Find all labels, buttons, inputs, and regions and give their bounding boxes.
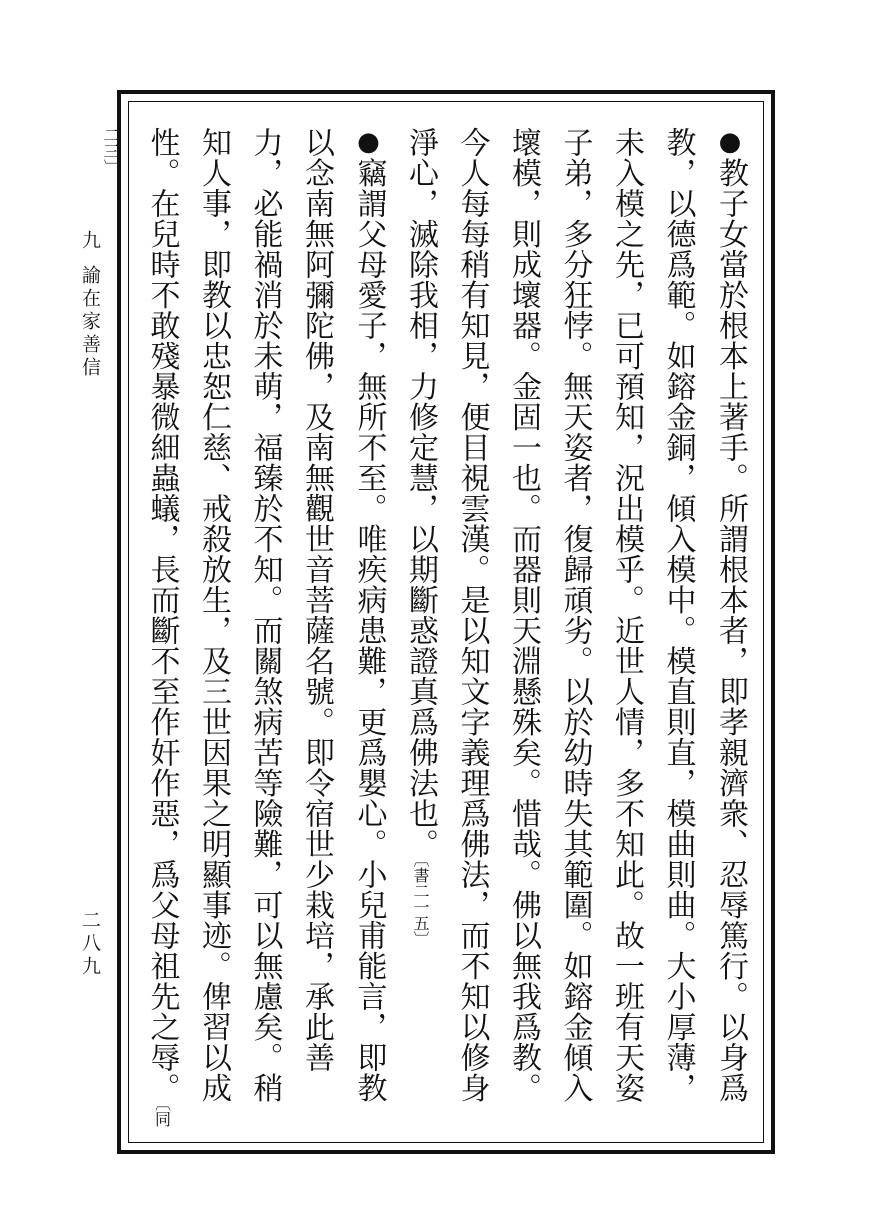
citation-note: 〔書二一五〕 bbox=[411, 859, 430, 947]
chapter-title: 諭在家善信 bbox=[79, 265, 101, 380]
chapter-number: 九 bbox=[79, 230, 101, 253]
paragraph-text: 竊謂父母愛子，無所不至。唯疾病患難，更爲嬰心。小兒甫能言，即教以念南無阿彌陀佛，及南無觀世音菩薩名號。即令宿世少栽培，承此善力，必能禍消於未萌，福臻於不知。而關煞病苦等險難，可以無慮矣。稍知人事，即教以忠恕仁慈、戒殺放生，及三世因果之明顯事迹。俾習以成性。在兒時不敢殘暴微細蟲蟻，長而斷不至作奸作惡，爲父母祖先之辱。 bbox=[144, 127, 387, 1103]
bullet-mark: ● bbox=[353, 127, 384, 158]
citation-note: 〔同二三〕 bbox=[101, 127, 172, 1127]
page-number: 二八九 bbox=[79, 910, 101, 979]
paragraph-text: 教子女當於根本上著手。所謂根本者，即孝親濟衆、忍辱篤行。以身爲教，以德爲範。如鎔金銅，傾入模中。模直則直，模曲則曲。大小厚薄，未入模之先，已可預知，況出模乎。近世人情，多不知此。故一班有天姿子弟，多分狂悖。無天姿者，復歸頑劣。以於幼時失其範圍。如鎔金傾入壞模，則成壞器。金固一也。而器則天淵懸殊矣。惜哉。佛以無我爲教。今人每每稍有知見，便目視雲漢。是以知文字義理爲佛法，而不知以修身淨心，滅除我相，力修定慧，以期斷惑證真爲佛法也。 bbox=[403, 127, 748, 1103]
paragraph-2 bbox=[85, 127, 395, 1132]
paragraph-1 bbox=[395, 127, 757, 1132]
bullet-mark: ● bbox=[715, 127, 745, 158]
main-text-block bbox=[101, 127, 756, 1132]
